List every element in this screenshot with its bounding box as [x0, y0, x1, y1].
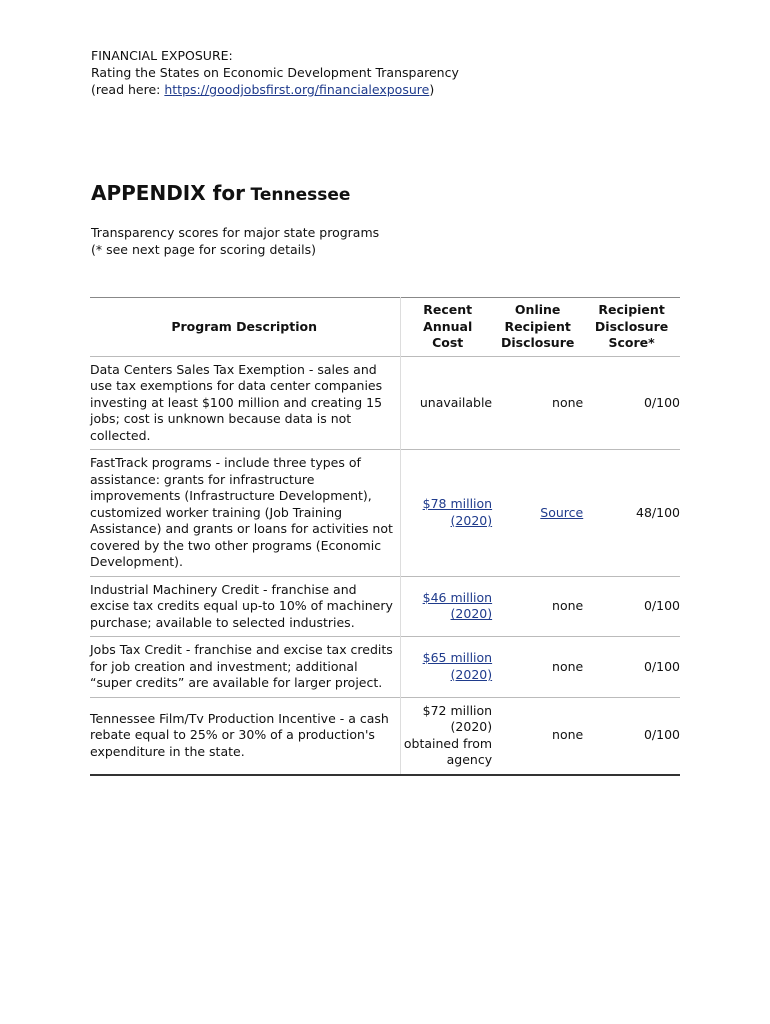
disclosure-score: 0/100 — [643, 658, 680, 674]
appendix-heading — [91, 181, 350, 205]
disclosure-score: 48/100 — [636, 504, 680, 520]
program-cost — [401, 637, 492, 698]
read-suffix: ) — [429, 82, 435, 97]
table-header-row — [90, 298, 680, 357]
col-header-online-line: Recipient — [504, 318, 571, 334]
header-title: FINANCIAL EXPOSURE: — [91, 48, 233, 63]
cost-year: (2020) — [450, 666, 493, 682]
program-cost — [401, 450, 492, 577]
online-disclosure — [492, 450, 583, 577]
cost-value: $78 million — [422, 496, 493, 512]
col-header-score-line: Disclosure — [594, 318, 669, 334]
cost-value: $65 million — [422, 650, 493, 666]
disclosure-score: 0/100 — [643, 598, 680, 613]
online-disclosure: none — [552, 394, 584, 410]
col-header-cost-line: Cost — [432, 335, 464, 350]
table-intro — [91, 224, 379, 258]
appendix-state: Tennessee — [250, 185, 351, 205]
intro-line-2: (* see next page for scoring details) — [91, 242, 316, 257]
program-cost — [401, 697, 492, 775]
online-disclosure: none — [552, 727, 584, 743]
col-header-online-line: Disclosure — [500, 335, 575, 350]
table-row — [90, 576, 680, 637]
col-header-score — [583, 298, 680, 357]
cost-link[interactable] — [401, 590, 492, 623]
document-header — [91, 47, 459, 98]
col-header-online — [492, 298, 583, 357]
program-description: Jobs Tax Credit - franchise and excise tax credits for job creation and investment; additional “super credits” are available for larger project. — [90, 642, 393, 690]
program-description: Tennessee Film/Tv Production Incentive - a cash rebate equal to 25% or 30% of a production's expenditure in the state. — [90, 710, 389, 759]
header-read-line — [91, 81, 459, 98]
col-header-score-line: Score* — [608, 335, 655, 350]
online-disclosure: none — [552, 598, 584, 613]
program-description: FastTrack programs - include three types of assistance: grants for infrastructure improvements (Infrastructure Development), customized worker training (Job Training Assistance) and grants or loans for activities not covered by the two other programs (Economic Development). — [90, 455, 393, 569]
cost-value: $72 million (2020) obtained from agency — [403, 702, 493, 767]
header-subtitle: Rating the States on Economic Development Transparency — [91, 65, 459, 80]
source-link[interactable]: Source — [540, 504, 584, 520]
col-header-online-line: Online — [514, 302, 561, 317]
col-header-score-line: Recipient — [598, 302, 665, 317]
table-row — [90, 450, 680, 577]
col-header-cost-line: Recent — [423, 302, 473, 317]
col-header-cost — [401, 298, 492, 357]
online-disclosure: none — [552, 658, 584, 674]
table-row — [90, 697, 680, 775]
program-description: Industrial Machinery Credit - franchise and excise tax credits equal up-to 10% of machinery purchase; available to selected industries. — [90, 581, 393, 630]
cost-link[interactable] — [401, 650, 492, 683]
disclosure-score: 0/100 — [643, 727, 680, 743]
cost-year: (2020) — [450, 512, 493, 528]
program-description: Data Centers Sales Tax Exemption - sales and use tax exemptions for data center companies investing at least $100 million and creating 15 jobs; cost is unknown because data is not collected. — [90, 361, 383, 443]
intro-line-1: Transparency scores for major state programs — [91, 225, 380, 240]
program-cost — [401, 576, 492, 637]
cost-value: unavailable — [419, 394, 493, 410]
program-cost — [401, 356, 492, 450]
table-row — [90, 637, 680, 698]
col-header-description: Program Description — [171, 318, 317, 334]
report-link[interactable]: https://goodjobsfirst.org/financialexposure — [164, 82, 430, 97]
cost-value: $46 million — [422, 589, 493, 605]
read-prefix: (read here: — [91, 82, 165, 97]
disclosure-score: 0/100 — [643, 394, 680, 410]
programs-table — [90, 297, 680, 776]
cost-year: (2020) — [450, 606, 493, 622]
appendix-label: APPENDIX for — [91, 181, 245, 205]
cost-link[interactable] — [401, 496, 492, 529]
col-header-cost-line: Annual — [423, 318, 473, 334]
table-row — [90, 356, 680, 450]
